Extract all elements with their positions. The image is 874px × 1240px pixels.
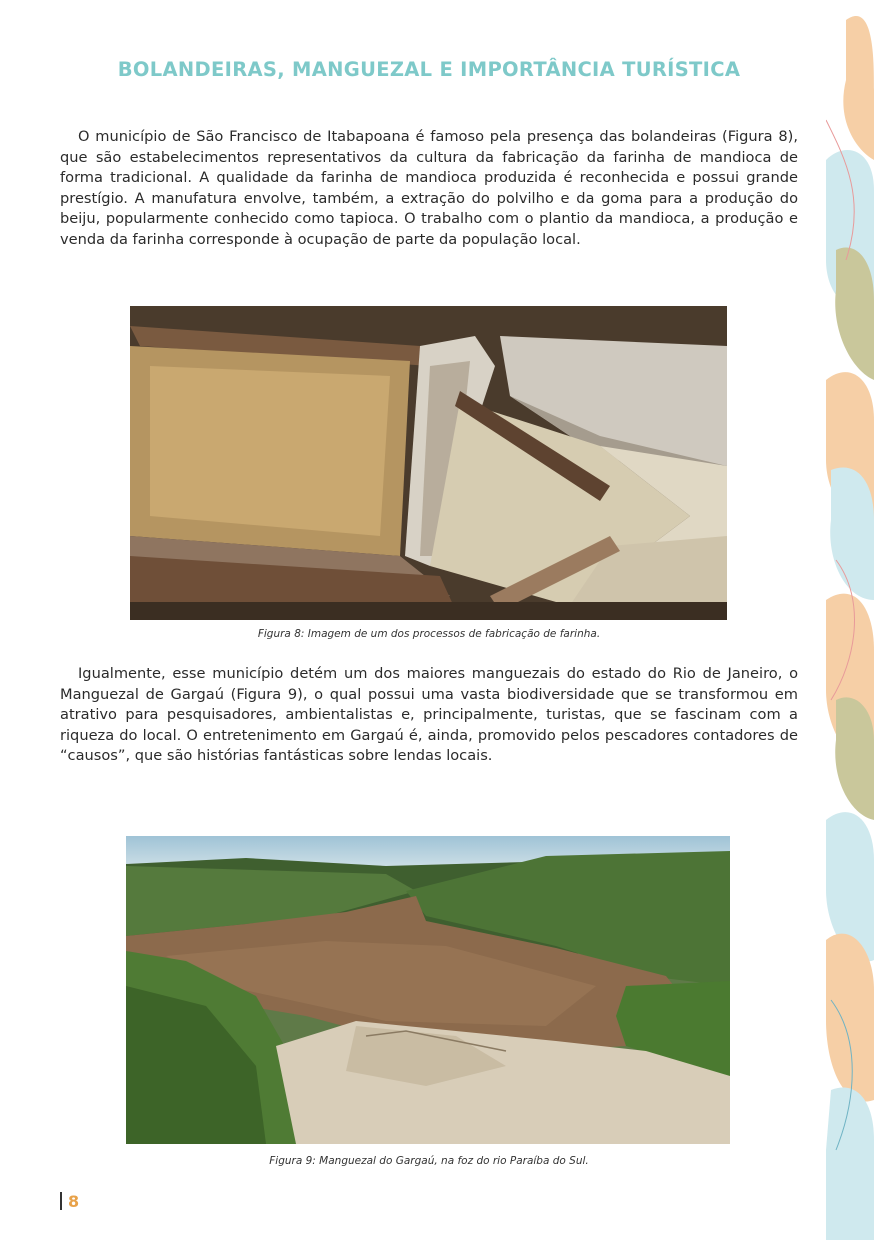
figure-8-caption: Figura 8: Imagem de um dos processos de fabricação de farinha. xyxy=(257,628,601,640)
figure-9-mangrove-photo xyxy=(126,836,730,1144)
page-title: BOLANDEIRAS, MANGUEZAL E IMPORTÂNCIA TURÍSTICA xyxy=(117,58,741,81)
page-number xyxy=(60,1192,79,1211)
page-number-value: 8 xyxy=(68,1192,80,1211)
mangrove-illustration xyxy=(126,836,730,1144)
page-number-divider xyxy=(60,1192,62,1210)
paragraph-manguezal: Igualmente, esse município detém um dos maiores manguezais do estado do Rio de Janeiro, o Manguezal de Gargaú (Figura 9), o qual possui uma vasta biodiversidade que se transformou em atrativo para pesquisadores, ambientalistas e, principalmente, turistas, que se fascinam com a riqueza do local. O entretenimento em Gargaú é, ainda, promovido pelos pescadores contadores de “causos”, que são histórias fantásticas sobre lendas locais. xyxy=(60,665,798,764)
decorative-side-pattern xyxy=(826,0,874,1240)
paragraph-bolandeiras: O município de São Francisco de Itabapoana é famoso pela presença das bolandeiras (Figura 8), que são estabelecimentos representativos da cultura da fabricação da farinha de mandioca de forma tradicional. A qualidade da farinha de mandioca produzida é reconhecida e possui grande prestígio. A manufatura envolve, também, a extração do polvilho e da goma para a produção do beiju, popularmente conhecido como tapioca. O trabalho com o plantio da mandioca, a produção e venda da farinha corresponde à ocupação de parte da população local. xyxy=(60,128,798,248)
flour-processing-illustration xyxy=(130,306,727,620)
figure-8-flour-processing-photo xyxy=(130,306,727,620)
figure-9-caption: Figura 9: Manguezal do Gargaú, na foz do rio Paraíba do Sul. xyxy=(269,1155,589,1167)
